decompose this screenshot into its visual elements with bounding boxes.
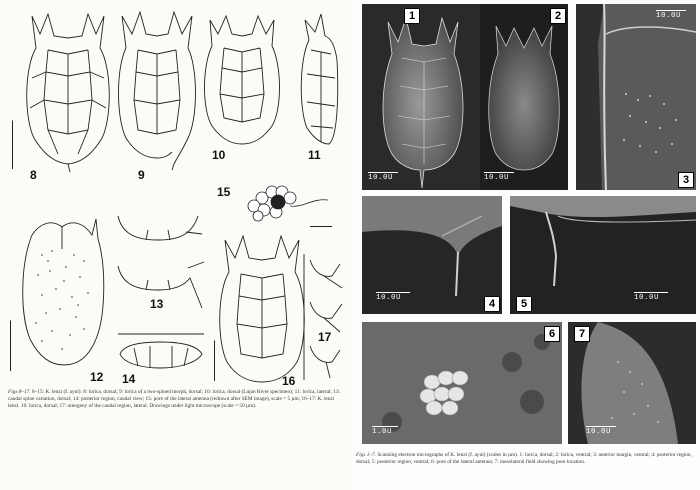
panel-number: 5 xyxy=(516,296,532,312)
figure-number: 11 xyxy=(308,148,321,162)
micrograph-image xyxy=(510,196,696,314)
caption-text: 8–15: K. lenzi (f. ayui). 8: lorica, dorsal; 9: lorica of a two-spined morph, dorsal; 10: lorica, dorsal (Lujan River specimen); 11: lorica, lateral; 13: caudal spine variation, dorsal; 14: posterior region, caudal view; 15: pore of the lateral antenna (redrawn after SEM image), scale = 5 µm; 16–17: K. lenzi lenzi. 16: lorica, dorsal; 17: ontogeny of the caudal region, lateral. Drawings under light microscope (scale = 50 µm). xyxy=(8,389,340,409)
lorica-drawing-fig16 xyxy=(215,232,310,387)
caption-label: Figs 8–17. xyxy=(8,389,31,395)
panel-number: 2 xyxy=(550,8,566,24)
micrograph-image xyxy=(576,4,696,190)
sem-panel-4 xyxy=(362,196,502,314)
sem-panel-7 xyxy=(568,322,696,444)
figure-number: 15 xyxy=(217,185,231,199)
lorica-drawing-fig9 xyxy=(112,6,202,171)
figure-caption xyxy=(8,389,346,410)
figure-number: 17 xyxy=(318,330,332,344)
figure-number: 13 xyxy=(150,297,164,311)
panel-scale-label: 10.0U xyxy=(586,426,616,436)
panel-number: 1 xyxy=(404,8,420,24)
figure-number: 9 xyxy=(138,168,145,182)
panel-scale-label: 10.0U xyxy=(376,292,410,302)
right-page-micrographs xyxy=(350,0,700,490)
sem-panel-6 xyxy=(362,322,562,444)
sem-panel-1 xyxy=(362,4,480,190)
caption-label: Figs 1–7. xyxy=(356,452,377,458)
caption-text: Scanning electron micrographs of K. lenzi (f. ayui) (scales in µm). 1: lorica, dorsal; 2: lorica, ventral; 3: anterior margin, ventral; 4: posterior region, dorsal; 5: posterior region, ventral; 6: pore of the lateral antenna; 7: mesolateral field showing pore location. xyxy=(356,452,692,465)
micrograph-image xyxy=(480,4,568,190)
posterior-region-drawing-fig14 xyxy=(114,330,209,374)
antenna-pore-drawing-fig15 xyxy=(232,178,337,233)
lorica-drawing-fig12 xyxy=(12,205,112,370)
sem-panel-5 xyxy=(510,196,696,314)
scale-bar xyxy=(214,340,215,381)
figure-number: 8 xyxy=(30,168,37,182)
scale-bar xyxy=(310,226,332,227)
lorica-drawing-fig8 xyxy=(18,8,118,173)
caudal-ontogeny-drawing-fig17 xyxy=(302,252,348,382)
panel-scale-label: 10.0U xyxy=(634,292,668,302)
panel-number: 6 xyxy=(544,326,560,342)
scale-bar xyxy=(10,320,11,371)
panel-scale-label: 10.0U xyxy=(368,172,398,182)
sem-panel-2 xyxy=(480,4,568,190)
lorica-drawing-fig11 xyxy=(295,10,345,150)
panel-scale-label: 10.0U xyxy=(484,172,514,182)
sem-panel-3 xyxy=(576,4,696,190)
panel-number: 3 xyxy=(678,172,694,188)
panel-scale-label: 10.0U xyxy=(656,10,686,20)
scale-bar xyxy=(12,120,13,169)
figure-number: 16 xyxy=(282,374,296,388)
figure-caption xyxy=(356,452,694,466)
lorica-drawing-fig10 xyxy=(200,10,285,150)
micrograph-image xyxy=(362,4,480,190)
figure-number: 12 xyxy=(90,370,104,384)
figure-number: 10 xyxy=(212,148,226,162)
figure-number: 14 xyxy=(122,372,136,386)
panel-number: 7 xyxy=(574,326,590,342)
panel-scale-label: 1.0U xyxy=(372,426,398,436)
panel-number: 4 xyxy=(484,296,500,312)
